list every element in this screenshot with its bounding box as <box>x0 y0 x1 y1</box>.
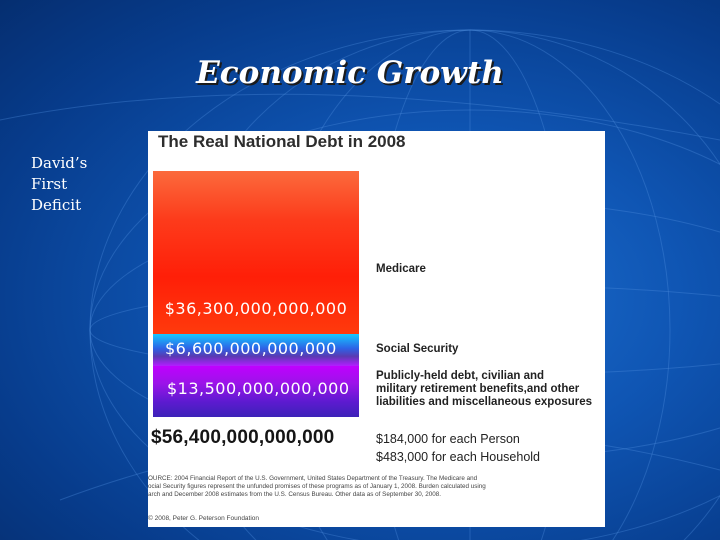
medicare-value: $36,300,000,000,000 <box>164 299 348 318</box>
source-note <box>148 475 600 499</box>
per-person: $184,000 for each Person <box>376 432 520 446</box>
social-security-bar <box>153 334 359 366</box>
copyright: © 2008, Peter G. Peterson Foundation <box>148 515 260 522</box>
total-debt: $56,400,000,000,000 <box>151 427 335 448</box>
social-security-value: $6,600,000,000,000 <box>165 339 337 358</box>
caption-line: David’s <box>31 154 88 172</box>
side-caption <box>31 153 131 216</box>
public-debt-value: $13,500,000,000,000 <box>167 379 350 398</box>
source-line: OURCE: 2004 Financial Report of the U.S. Government, United States Department of the Treasury. The Medicare and <box>148 475 478 482</box>
source-line: ocial Security figures represent the unfunded promises of these programs as of January 1, 2008. Burden calculated using <box>148 483 486 490</box>
public-debt-bar <box>153 366 359 417</box>
public-debt-label <box>376 370 592 409</box>
per-household: $483,000 for each Household <box>376 450 541 464</box>
slide-title: Economic Growth <box>196 55 504 91</box>
caption-line: First <box>31 175 68 193</box>
caption-line: Deficit <box>31 196 82 214</box>
medicare-bar <box>153 171 359 334</box>
debt-infographic <box>148 131 605 527</box>
public-debt-label-line: military retirement benefits,and other <box>376 383 580 395</box>
public-debt-label-line: Publicly-held debt, civilian and <box>376 370 545 382</box>
public-debt-label-line: liabilities and miscellaneous exposures <box>376 396 593 408</box>
infographic-title: The Real National Debt in 2008 <box>158 132 406 151</box>
social-security-label: Social Security <box>376 343 459 355</box>
source-line: arch and December 2008 estimates from the U.S. Census Bureau. Other data as of September 30, 2008. <box>148 491 441 498</box>
medicare-label: Medicare <box>376 263 426 275</box>
